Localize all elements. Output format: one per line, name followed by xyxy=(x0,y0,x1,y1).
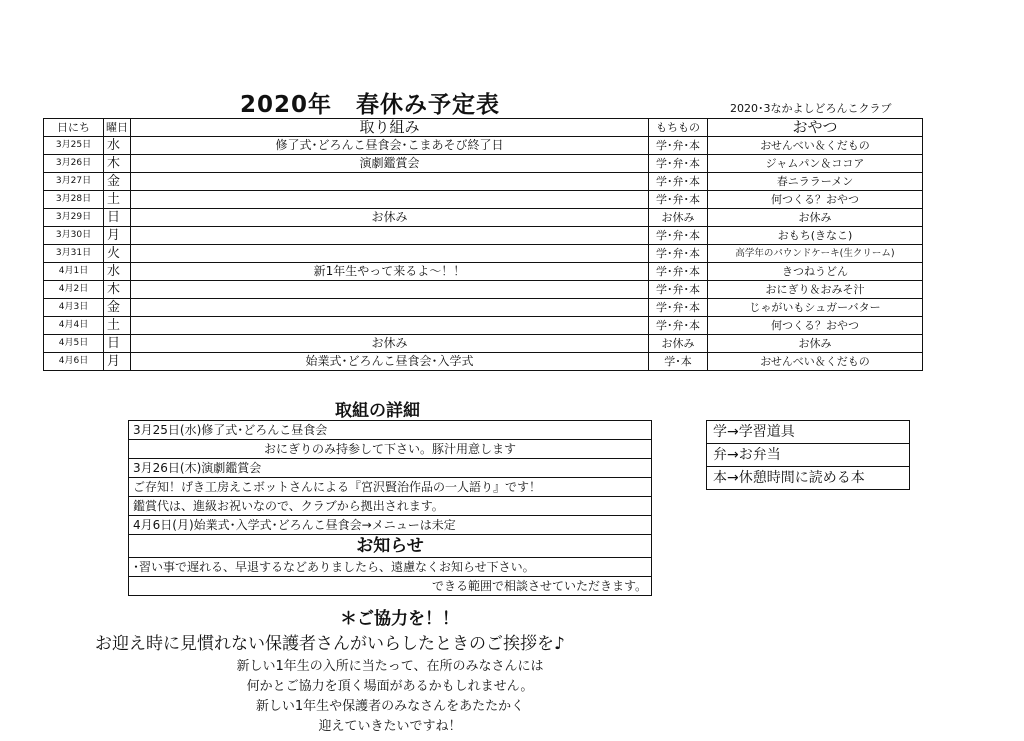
row-items: 学･弁･本 xyxy=(649,245,708,263)
row-date: 4月3日 xyxy=(44,299,104,317)
row-items: 学･弁･本 xyxy=(649,173,708,191)
row-snack: 何つくる？おやつ xyxy=(708,191,923,209)
row-dow: 水 xyxy=(104,137,131,155)
row-dow: 木 xyxy=(104,281,131,299)
message-line-4: 迎えていきたいですね！ xyxy=(318,719,462,734)
legend-item: 学→学習道具 xyxy=(713,424,795,440)
message-line-2: 何かとご協力を頂く場面があるかもしれません。 xyxy=(246,679,534,694)
notice-line-1: ･習い事で遅れる、早退するなどありましたら、遠慮なくお知らせ下さい。 xyxy=(129,558,652,577)
row-snack: 何つくる？おやつ xyxy=(708,317,923,335)
row-items: 学･弁･本 xyxy=(649,281,708,299)
club-name: 2020･3なかよしどろんこクラブ xyxy=(730,102,892,115)
row-snack: ジャムパン＆ココア xyxy=(708,155,923,173)
table-row xyxy=(44,137,923,155)
header-dow: 曜日 xyxy=(104,119,131,137)
header-items: もちもの xyxy=(649,119,708,137)
table-row xyxy=(44,191,923,209)
legend-item: 本→休憩時間に読める本 xyxy=(707,466,909,489)
table-row xyxy=(44,281,923,299)
detail-2-body-1: ご存知！げき工房えこボットさんによる『宮沢賢治作品の一人語り』です！ xyxy=(129,478,652,497)
table-row xyxy=(44,335,923,353)
row-dow: 火 xyxy=(104,245,131,263)
schedule-table xyxy=(43,118,923,371)
row-dow: 金 xyxy=(104,299,131,317)
row-dow: 土 xyxy=(104,317,131,335)
details-table xyxy=(128,420,652,596)
row-snack: お休み xyxy=(708,209,923,227)
cooperation-heading: ＊ご協力を！！ xyxy=(340,609,459,629)
row-snack: おにぎり＆おみそ汁 xyxy=(708,281,923,299)
table-row xyxy=(44,227,923,245)
row-snack: 高学年のパウンドケーキ(生クリーム) xyxy=(708,245,923,263)
row-dow: 日 xyxy=(104,209,131,227)
row-items: 学･本 xyxy=(649,353,708,371)
row-date: 4月5日 xyxy=(44,335,104,353)
row-activity xyxy=(131,191,649,209)
row-date: 4月6日 xyxy=(44,353,104,371)
row-snack: おもち(きなこ) xyxy=(708,227,923,245)
row-snack: おせんべい＆くだもの xyxy=(708,353,923,371)
table-row xyxy=(44,317,923,335)
details-heading: 取組の詳細 xyxy=(335,401,420,421)
row-dow: 月 xyxy=(104,353,131,371)
row-activity xyxy=(131,317,649,335)
detail-2-title: 3月26日(木)演劇鑑賞会 xyxy=(129,459,652,478)
row-date: 4月4日 xyxy=(44,317,104,335)
legend-box xyxy=(706,420,910,490)
row-items: 学･弁･本 xyxy=(649,155,708,173)
row-activity: お休み xyxy=(131,209,649,227)
row-snack: おせんべい＆くだもの xyxy=(708,137,923,155)
table-row xyxy=(44,245,923,263)
row-date: 4月2日 xyxy=(44,281,104,299)
row-date: 3月29日 xyxy=(44,209,104,227)
row-activity xyxy=(131,281,649,299)
message-line-3: 新しい1年生や保護者のみなさんをあたたかく xyxy=(255,699,525,714)
row-snack: じゃがいもシュガーバター xyxy=(708,299,923,317)
row-snack: お休み xyxy=(708,335,923,353)
row-activity: 新1年生やって来るよ～！！ xyxy=(131,263,649,281)
greeting-line: お迎え時に見慣れない保護者さんがいらしたときのご挨拶を♪ xyxy=(95,634,565,654)
header-snack: おやつ xyxy=(708,119,923,137)
legend-item: 弁→お弁当 xyxy=(707,443,909,466)
table-row xyxy=(44,263,923,281)
row-activity: 始業式･どろんこ昼食会･入学式 xyxy=(131,353,649,371)
row-activity: お休み xyxy=(131,335,649,353)
row-items: 学･弁･本 xyxy=(649,191,708,209)
table-row xyxy=(44,155,923,173)
detail-1-body: おにぎりのみ持参して下さい。豚汁用意します xyxy=(129,440,652,459)
row-snack: きつねうどん xyxy=(708,263,923,281)
row-date: 3月30日 xyxy=(44,227,104,245)
notice-heading: お知らせ xyxy=(129,535,652,558)
detail-2-body-2: 鑑賞代は、進級お祝いなので、クラブから拠出されます。 xyxy=(129,497,652,516)
row-dow: 土 xyxy=(104,191,131,209)
row-items: お休み xyxy=(649,335,708,353)
row-dow: 月 xyxy=(104,227,131,245)
detail-1-title: 3月25日(水)修了式･どろんこ昼食会 xyxy=(129,421,652,440)
header-activity: 取り組み xyxy=(131,119,649,137)
row-activity: 演劇鑑賞会 xyxy=(131,155,649,173)
row-date: 3月31日 xyxy=(44,245,104,263)
row-date: 4月1日 xyxy=(44,263,104,281)
row-items: 学･弁･本 xyxy=(649,263,708,281)
row-dow: 木 xyxy=(104,155,131,173)
row-dow: 金 xyxy=(104,173,131,191)
row-dow: 水 xyxy=(104,263,131,281)
row-activity xyxy=(131,299,649,317)
table-row xyxy=(44,209,923,227)
detail-3-title: 4月6日(月)始業式･入学式･どろんこ昼食会→メニューは未定 xyxy=(129,516,652,535)
table-row xyxy=(44,173,923,191)
page-title: 2020年 春休み予定表 xyxy=(240,92,501,118)
table-row xyxy=(44,299,923,317)
row-items: お休み xyxy=(649,209,708,227)
row-dow: 日 xyxy=(104,335,131,353)
notice-line-2: できる範囲で相談させていただきます。 xyxy=(129,577,652,596)
row-items: 学･弁･本 xyxy=(649,137,708,155)
message-line-1: 新しい1年生の入所に当たって、在所のみなさんには xyxy=(236,659,544,674)
schedule-header-row xyxy=(44,119,923,137)
row-activity xyxy=(131,227,649,245)
row-date: 3月26日 xyxy=(44,155,104,173)
row-activity: 修了式･どろんこ昼食会･こまあそび終了日 xyxy=(131,137,649,155)
table-row xyxy=(44,353,923,371)
row-snack: 春ニララーメン xyxy=(708,173,923,191)
header-date: 日にち xyxy=(44,119,104,137)
row-items: 学･弁･本 xyxy=(649,299,708,317)
row-items: 学･弁･本 xyxy=(649,227,708,245)
row-items: 学･弁･本 xyxy=(649,317,708,335)
row-date: 3月28日 xyxy=(44,191,104,209)
row-date: 3月27日 xyxy=(44,173,104,191)
row-date: 3月25日 xyxy=(44,137,104,155)
row-activity xyxy=(131,173,649,191)
row-activity xyxy=(131,245,649,263)
